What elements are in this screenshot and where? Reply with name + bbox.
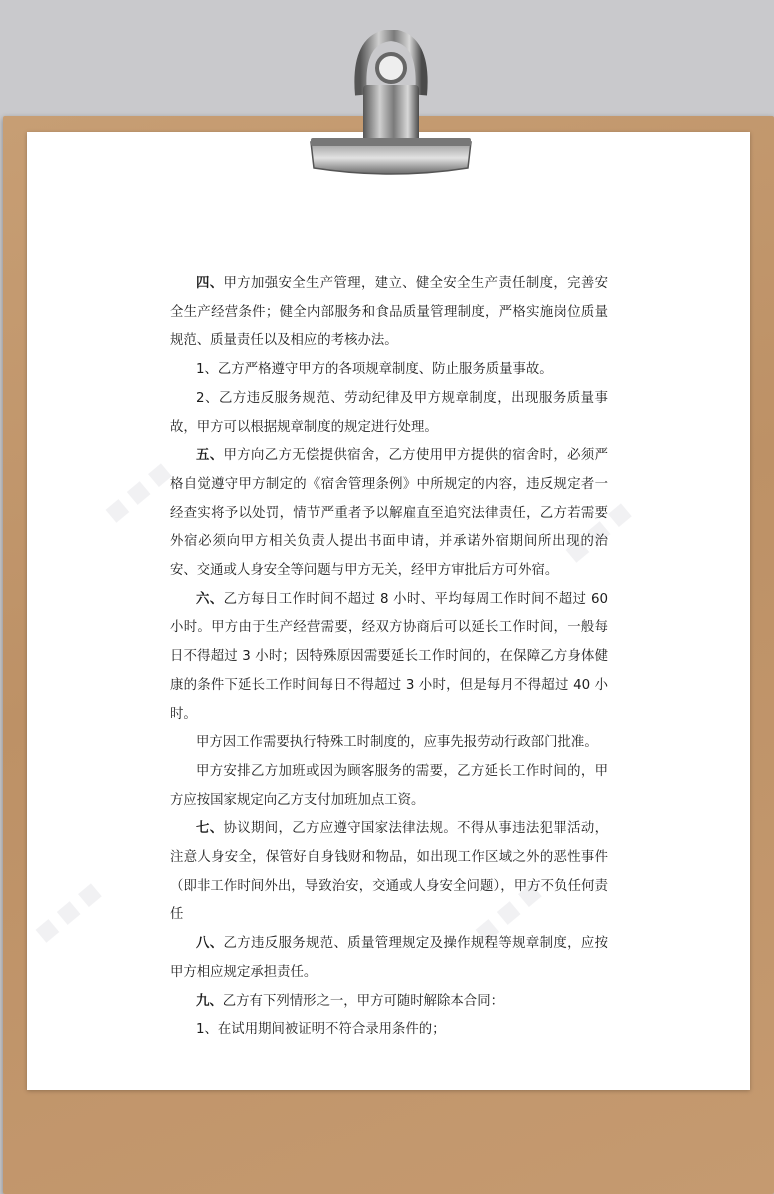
paragraph: 1、乙方严格遵守甲方的各项规章制度、防止服务质量事故。 [196, 362, 553, 378]
paragraph: 2、乙方违反服务规范、劳动纪律及甲方规章制度，出现服务质量事故，甲方可以根据规章制度的规定进行处理。 [170, 390, 608, 435]
paragraph: 四、甲方加强安全生产管理，建立、健全安全生产责任制度，完善安全生产经营条件；健全内部服务和食品质量管理制度，严格实施岗位质量规范、质量责任以及相应的考核办法。 [170, 276, 609, 349]
binder-clip-icon [306, 30, 476, 175]
paragraph: 五、甲方向乙方无偿提供宿舍，乙方使用甲方提供的宿舍时，必须严格自觉遵守甲方制定的《宿舍管理条例》中所规定的内容，违反规定者一经查实将予以处罚，情节严重者予以解雇直至追究法律责任，乙方若需要外宿必须向甲方相关负责人提出书面申请，并承诺外宿期间所出现的治安、交通或人身安全等问题与甲方无关，经甲方审批后方可外宿。 [170, 448, 609, 579]
paragraph: 甲方因工作需要执行特殊工时制度的，应事先报劳动行政部门批准。 [196, 735, 598, 751]
paragraph: 1、在试用期间被证明不符合录用条件的； [196, 1022, 446, 1038]
paragraph: 八、乙方违反服务规范、质量管理规定及操作规程等规章制度，应按甲方相应规定承担责任。 [170, 936, 609, 980]
document-body [170, 270, 608, 1045]
paragraph: 六、乙方每日工作时间不超过 8 小时、平均每周工作时间不超过 60 小时。甲方由于生产经营需要，经双方协商后可以延长工作时间，一般每日不得超过 3 小时；因特殊原因需要延长工作时间的，在保障乙方身体健康的条件下延长工作时间每日不得超过 3 小时，但是每月不得超过 40 小时。 [170, 591, 609, 722]
paragraph: 七、协议期间，乙方应遵守国家法律法规。不得从事违法犯罪活动，注意人身安全，保管好自身钱财和物品，如出现工作区域之外的恶性事件（即非工作时间外出，导致治安，交通或人身安全问题），甲方不负任何责任 [170, 821, 609, 923]
paragraph: 九、乙方有下列情形之一，甲方可随时解除本合同： [196, 993, 504, 1009]
paragraph: 甲方安排乙方加班或因为顾客服务的需要，乙方延长工作时间的，甲方应按国家规定向乙方支付加班加点工资。 [170, 763, 608, 808]
